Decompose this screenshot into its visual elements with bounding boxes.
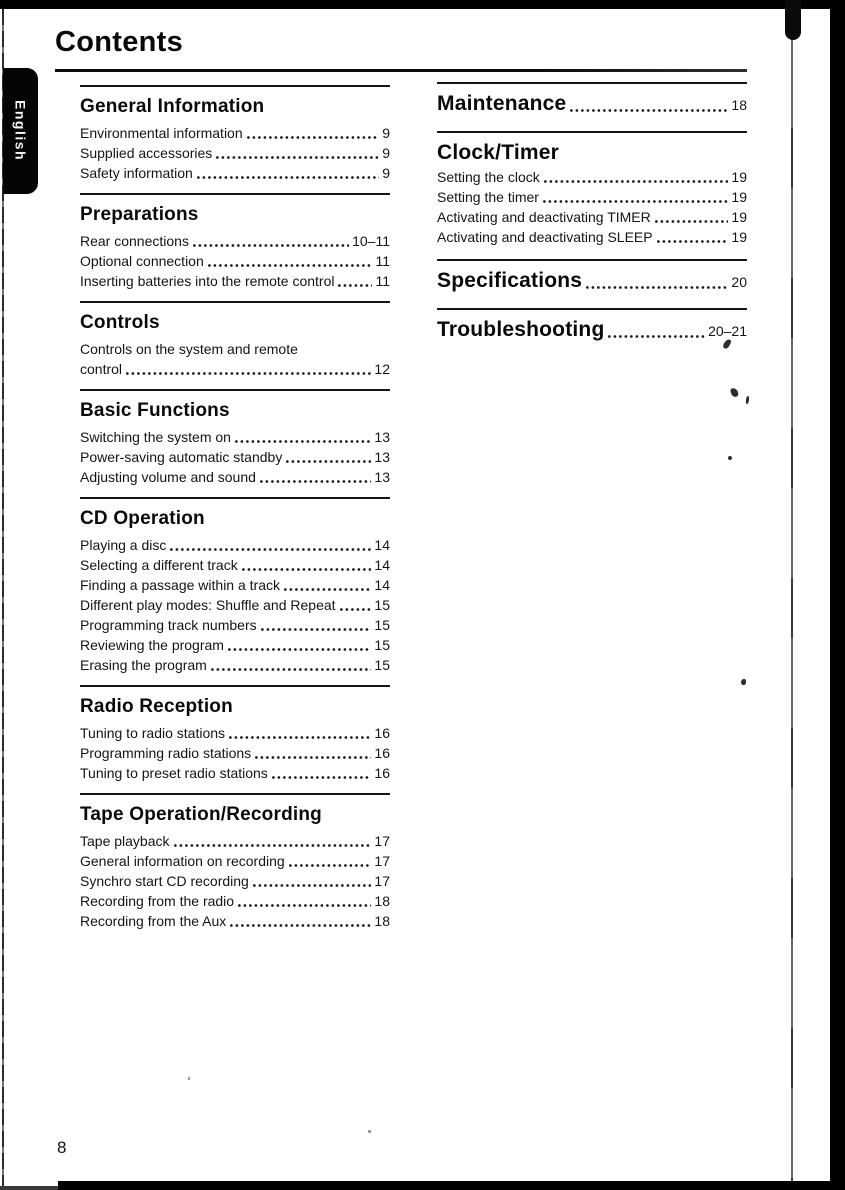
dotted-leader [228, 635, 371, 655]
entry-page: 17 [374, 853, 390, 869]
toc-entry [437, 167, 747, 187]
section-heading: Controls [80, 312, 160, 333]
toc-entry [80, 271, 390, 291]
entry-page: 16 [374, 745, 390, 761]
entry-label: Programming radio stations [80, 745, 252, 761]
entry-page: 11 [375, 273, 390, 289]
entry-label: Tuning to radio stations [80, 725, 226, 741]
toc-entry [80, 615, 390, 635]
toc-section [80, 389, 390, 487]
title-rule [55, 69, 747, 72]
scan-speck [741, 679, 746, 685]
section-heading-page: 20 [731, 274, 747, 290]
scan-bottom-sliver [0, 1186, 58, 1190]
dotted-leader [657, 227, 729, 247]
entry-page: 19 [731, 169, 747, 185]
entry-page: 18 [374, 913, 390, 929]
dotted-leader [543, 187, 728, 207]
section-heading-row [437, 316, 747, 345]
entry-label: Adjusting volume and sound [80, 469, 256, 485]
toc-entry [80, 655, 390, 675]
dotted-leader [229, 723, 371, 743]
toc-section [80, 793, 390, 931]
toc-entry [80, 831, 390, 851]
entry-label: Supplied accessories [80, 145, 213, 161]
section-heading: Specifications [437, 269, 583, 292]
dotted-leader [208, 251, 373, 271]
entry-label: Playing a disc [80, 537, 167, 553]
entry-page: 13 [374, 469, 390, 485]
entry-label: Optional connection [80, 253, 204, 269]
entry-page: 19 [731, 209, 747, 225]
entry-page: 17 [374, 833, 390, 849]
entry-label: Selecting a different track [80, 557, 238, 573]
section-heading-page: 18 [731, 97, 747, 113]
dotted-leader [608, 316, 705, 345]
entry-label: Power-saving automatic standby [80, 449, 283, 465]
section-heading: CD Operation [80, 508, 205, 529]
scan-top-bar [0, 0, 845, 9]
dotted-leader [193, 231, 349, 251]
entry-page: 14 [374, 577, 390, 593]
section-heading-row [437, 90, 747, 119]
scan-speck [188, 1077, 190, 1080]
entry-label: Environmental information [80, 125, 243, 141]
toc-entry [80, 575, 390, 595]
entry-label: Different play modes: Shuffle and Repeat [80, 597, 336, 613]
entry-label: Synchro start CD recording [80, 873, 249, 889]
toc-entry [80, 359, 390, 379]
dotted-leader [260, 467, 372, 487]
entry-page: 10–11 [352, 233, 390, 249]
section-heading-row [80, 694, 390, 720]
toc-entry [80, 427, 390, 447]
toc-section [437, 259, 747, 296]
toc-entry [80, 635, 390, 655]
entry-page: 9 [382, 145, 390, 161]
dotted-leader [255, 743, 371, 763]
toc-entry [80, 555, 390, 575]
language-tab-label: English [12, 100, 29, 162]
entry-page: 14 [374, 557, 390, 573]
entry-label: Recording from the Aux [80, 913, 227, 929]
toc-entry [437, 207, 747, 227]
dotted-leader [170, 535, 371, 555]
toc-entry [80, 231, 390, 251]
entry-label: Programming track numbers [80, 617, 257, 633]
section-heading-row [80, 94, 390, 120]
dotted-leader [126, 359, 371, 379]
toc-section [437, 308, 747, 345]
scan-speck [730, 387, 739, 397]
entry-page: 14 [374, 537, 390, 553]
entry-label: Tuning to preset radio stations [80, 765, 268, 781]
toc-entry [80, 911, 390, 931]
dotted-leader [197, 163, 379, 183]
dotted-leader [655, 207, 729, 227]
toc-section [80, 85, 390, 183]
toc-entry [80, 871, 390, 891]
dotted-leader [242, 555, 372, 575]
section-heading: Troubleshooting [437, 318, 605, 341]
entry-label: Safety information [80, 165, 193, 181]
toc-entry [80, 535, 390, 555]
section-heading-row [80, 202, 390, 228]
entry-label: Finding a passage within a track [80, 577, 280, 593]
toc-section [437, 82, 747, 119]
entry-page: 16 [374, 765, 390, 781]
dotted-leader [235, 427, 371, 447]
toc-entry [80, 467, 390, 487]
toc-entry [80, 143, 390, 163]
toc-section [80, 685, 390, 783]
entry-label: control [80, 361, 123, 377]
section-heading: Radio Reception [80, 696, 233, 717]
toc-entry [80, 595, 390, 615]
entry-page: 18 [374, 893, 390, 909]
scan-speck [728, 456, 732, 460]
section-heading: Preparations [80, 204, 199, 225]
toc-entry [80, 339, 390, 359]
toc-section [80, 301, 390, 379]
section-heading-row [80, 802, 390, 828]
dotted-leader [289, 851, 372, 871]
entry-label: Rear connections [80, 233, 189, 249]
entry-label: Inserting batteries into the remote control [80, 273, 335, 289]
entry-page: 15 [374, 597, 390, 613]
dotted-leader [211, 655, 372, 675]
scan-speck [368, 1130, 371, 1133]
scan-corner-mark [785, 0, 801, 40]
scan-speck [745, 396, 749, 404]
dotted-leader [286, 447, 371, 467]
dotted-leader [586, 267, 728, 296]
dotted-leader [247, 123, 380, 143]
section-heading-row [80, 506, 390, 532]
dotted-leader [340, 595, 372, 615]
section-heading-page: 20–21 [708, 323, 747, 339]
entry-label: Activating and deactivating SLEEP [437, 229, 653, 245]
entry-label: Activating and deactivating TIMER [437, 209, 651, 225]
toc-entry [80, 763, 390, 783]
entry-page: 11 [375, 253, 390, 269]
section-heading-row [80, 310, 390, 336]
entry-page: 17 [374, 873, 390, 889]
section-heading-row [437, 139, 747, 167]
entry-page: 13 [374, 429, 390, 445]
entry-label: Erasing the program [80, 657, 207, 673]
dotted-leader [261, 615, 372, 635]
section-heading: Basic Functions [80, 400, 230, 421]
entry-page: 12 [374, 361, 390, 377]
dotted-leader [238, 891, 371, 911]
entry-label: Controls on the system and remote [80, 341, 298, 357]
toc-entry [80, 723, 390, 743]
language-tab [3, 68, 38, 194]
entry-page: 15 [374, 637, 390, 653]
dotted-leader [284, 575, 371, 595]
toc-section [80, 497, 390, 675]
dotted-leader [230, 911, 371, 931]
toc-entry [80, 251, 390, 271]
entry-label: Setting the clock [437, 169, 540, 185]
dotted-leader [544, 167, 729, 187]
toc-section [80, 193, 390, 291]
dotted-leader [570, 90, 728, 119]
toc-entry [80, 447, 390, 467]
entry-label: Reviewing the program [80, 637, 224, 653]
entry-label: Switching the system on [80, 429, 231, 445]
entry-page: 19 [731, 229, 747, 245]
page-number: 8 [57, 1138, 67, 1157]
entry-page: 15 [374, 657, 390, 673]
section-heading: Tape Operation/Recording [80, 804, 322, 825]
entry-page: 15 [374, 617, 390, 633]
section-heading: Clock/Timer [437, 141, 560, 164]
toc-entry [80, 891, 390, 911]
toc-entry [437, 227, 747, 247]
dotted-leader [174, 831, 372, 851]
entry-label: General information on recording [80, 853, 285, 869]
toc-section [437, 131, 747, 247]
entry-page: 19 [731, 189, 747, 205]
toc-entry [80, 163, 390, 183]
entry-page: 9 [382, 165, 390, 181]
dotted-leader [216, 143, 379, 163]
section-heading: Maintenance [437, 92, 567, 115]
entry-label: Setting the timer [437, 189, 539, 205]
toc-entry [80, 123, 390, 143]
entry-page: 13 [374, 449, 390, 465]
page-title: Contents [55, 26, 184, 58]
entry-label: Recording from the radio [80, 893, 235, 909]
dotted-leader [338, 271, 372, 291]
section-heading-row [437, 267, 747, 296]
entry-page: 9 [382, 125, 390, 141]
toc-left-column [80, 85, 390, 941]
entry-page: 16 [374, 725, 390, 741]
scan-right-bar [830, 0, 845, 1190]
section-heading: General Information [80, 96, 265, 117]
section-heading-row [80, 398, 390, 424]
toc-right-column [437, 82, 747, 357]
dotted-leader [253, 871, 372, 891]
entry-label: Tape playback [80, 833, 170, 849]
toc-entry [80, 851, 390, 871]
toc-entry [80, 743, 390, 763]
scan-vertical-line [791, 38, 793, 1181]
toc-entry [437, 187, 747, 207]
dotted-leader [272, 763, 372, 783]
scan-bottom-bar [58, 1181, 845, 1190]
